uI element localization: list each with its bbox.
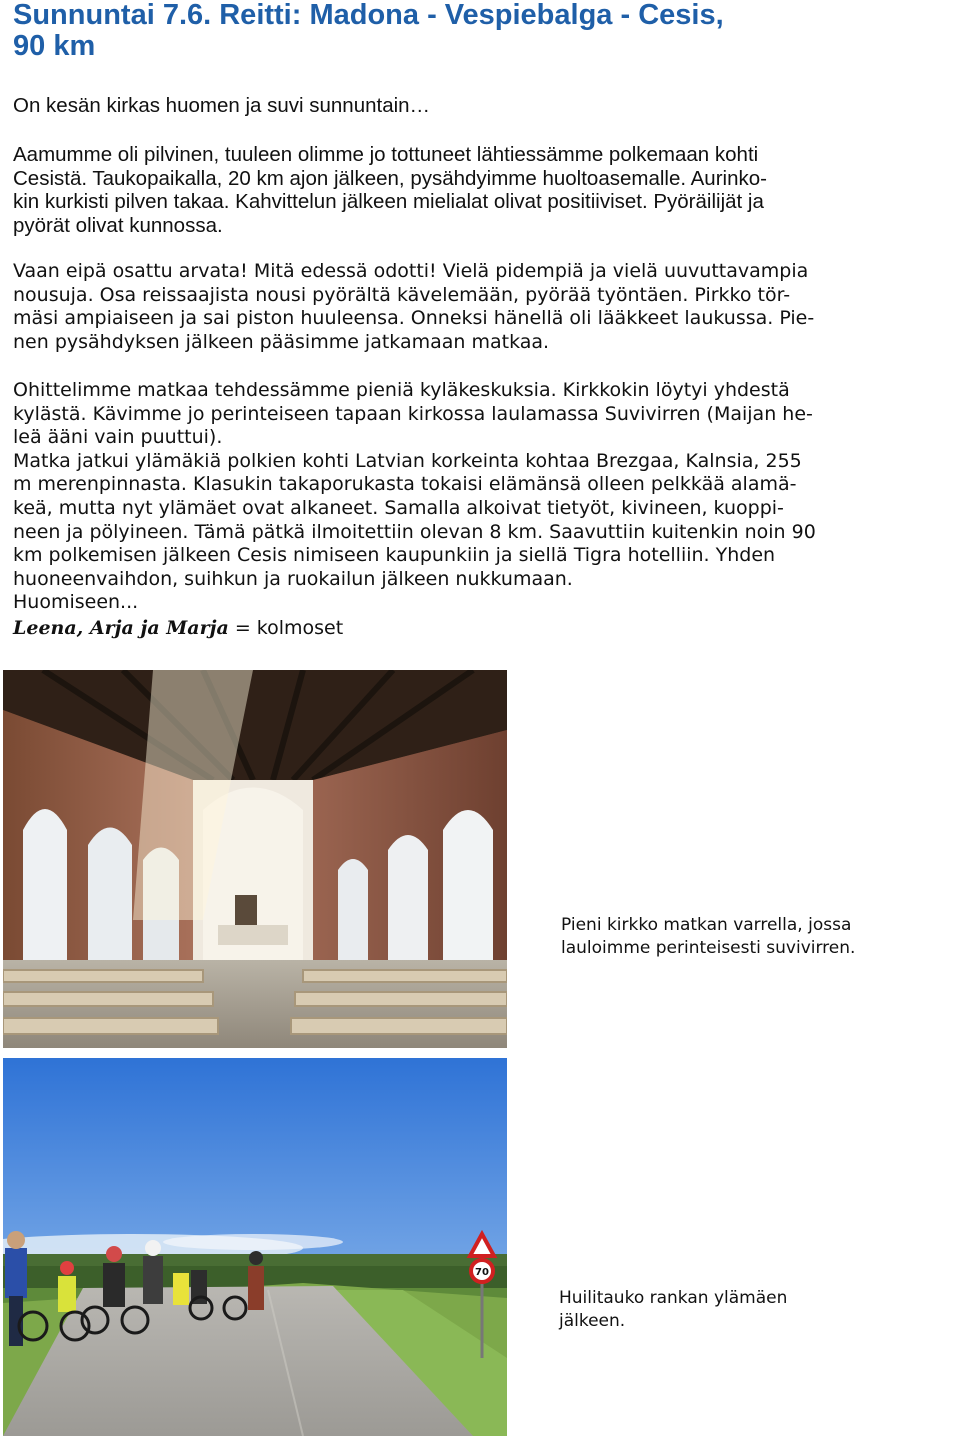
paragraph-2-line: Vaan eipä osattu arvata! Mitä edessä odotti! Vielä pidempiä ja vielä uuvuttavampia — [13, 260, 809, 282]
paragraph-3-line: Huomiseen... — [13, 591, 139, 614]
title-line-1: Sunnuntai 7.6. Reitti: Madona - Vespiebalga - Cesis, — [13, 0, 724, 31]
road-break-photo — [3, 1058, 507, 1436]
paragraph-3-line: m merenpinnasta. Klasukin takaporukasta tokaisi elämänsä olleen pelkkää alamä- — [13, 473, 797, 496]
paragraph-3 — [13, 379, 816, 615]
paragraph-1 — [13, 143, 767, 237]
intro-line: On kesän kirkas huomen ja suvi sunnuntain… — [13, 94, 431, 117]
paragraph-3-line: Ohittelimme matkaa tehdessämme pieniä kyläkeskuksia. Kirkkokin löytyi yhdestä — [13, 379, 790, 401]
paragraph-3-line: huoneenvaihdon, suihkun ja ruokailun jälkeen nukkumaan. — [13, 567, 573, 590]
paragraph-1-line: kin kurkisti pilven takaa. Kahvittelun jälkeen mielialat olivat positiiviset. Pyöräilijät ja — [13, 190, 764, 214]
paragraph-2-line: mäsi ampiaiseen ja sai piston huuleensa. Onneksi hänellä oli lääkkeet laukussa. Pie- — [13, 307, 815, 330]
paragraph-3-line: keä, mutta nyt ylämäet ovat alkaneet. Samalla alkoivat tietyöt, kivineen, kuoppi- — [13, 496, 784, 519]
paragraph-2-line: nousuja. Osa reissaajista nousi pyörältä kävelemään, pyörää työntäen. Pirkko tör- — [13, 283, 791, 306]
paragraph-3-line: leä ääni vain puuttui). — [13, 426, 223, 449]
paragraph-1-line: Aamumme oli pilvinen, tuuleen olimme jo tottuneet lähtiessämme polkemaan kohti — [13, 143, 759, 166]
page-title — [13, 0, 943, 62]
road-caption-line-2: jälkeen. — [559, 1311, 626, 1331]
signature-suffix: = kolmoset — [228, 617, 344, 639]
title-line-2: 90 km — [13, 30, 96, 62]
road-caption-line-1: Huilitauko rankan ylämäen — [559, 1288, 788, 1308]
paragraph-3-line: km polkemisen jälkeen Cesis nimiseen kaupunkiin ja siellä Tigra hotelliin. Yhden — [13, 544, 776, 567]
church-caption-line-2: lauloimme perinteisesti suvivirren. — [561, 938, 856, 958]
speed-sign-value: 70 — [475, 1267, 489, 1278]
paragraph-1-line: pyörät olivat kunnossa. — [13, 213, 223, 237]
signature-names: Leena, Arja ja Marja — [13, 617, 229, 639]
paragraph-3-line: Matka jatkui ylämäkiä polkien kohti Latvian korkeinta kohtaa Brezgaa, Kalnsia, 255 — [13, 449, 802, 472]
paragraph-1-line: Cesistä. Taukopaikalla, 20 km ajon jälkeen, pysähdyimme huoltoasemalle. Aurinko- — [13, 166, 767, 190]
paragraph-2 — [13, 260, 814, 354]
paragraph-2-line: nen pysähdyksen jälkeen pääsimme jatkamaan matkaa. — [13, 330, 550, 353]
church-caption-line-1: Pieni kirkko matkan varrella, jossa — [561, 915, 852, 935]
signature-line — [13, 617, 343, 641]
church-photo-caption — [561, 914, 855, 960]
road-photo-caption — [559, 1287, 787, 1333]
paragraph-3-line: kylästä. Kävimme jo perinteiseen tapaan kirkossa laulamassa Suvivirren (Maijan he- — [13, 402, 813, 425]
church-interior-photo — [3, 670, 507, 1048]
paragraph-3-line: neen ja pölyineen. Tämä pätkä ilmoitettiin olevan 8 km. Saavuttiin kuitenkin noin 90 — [13, 520, 816, 543]
